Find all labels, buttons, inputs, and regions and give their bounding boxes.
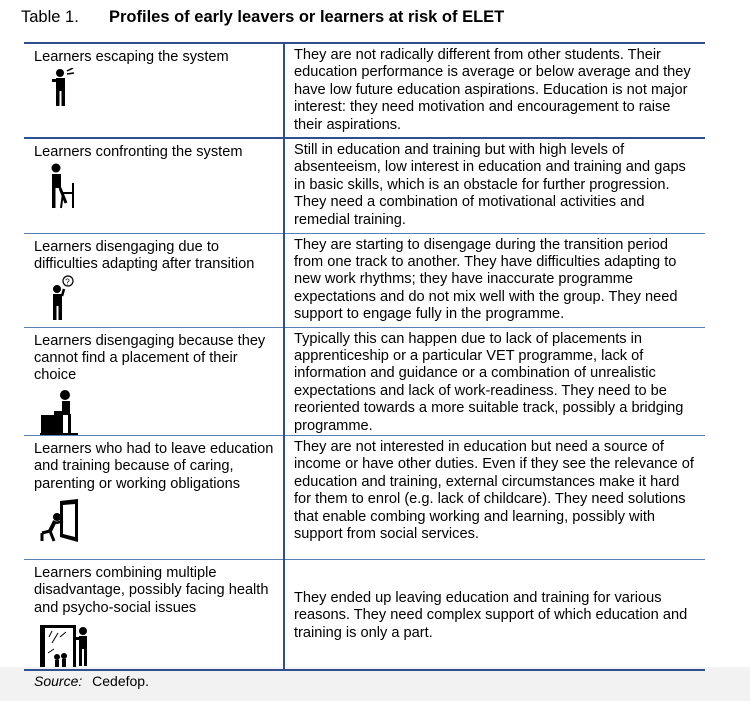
confused-figure-icon <box>48 275 78 321</box>
table-row <box>24 435 705 559</box>
profile-cell <box>24 43 284 138</box>
table-number: Table 1. <box>21 8 79 26</box>
table-row <box>24 138 705 233</box>
table-caption <box>21 8 504 27</box>
sitting-pensive-figure-icon <box>40 389 80 435</box>
svg-text:?: ? <box>65 277 70 287</box>
profile-cell <box>24 233 284 327</box>
profile-label: Learners combining multiple disadvantage, possibly facing health and psycho-social issues <box>34 564 269 616</box>
table-title: Profiles of early leavers or learners at risk of ELET <box>109 8 505 26</box>
description-cell: Typically this can happen due to lack of placements in apprenticeship or a particular VET programme, lack of information and guidance or a combination of unrealistic expectations and lack of work-readiness. They need to be reoriented towards a more suitable track, possibly a bridging programme. <box>294 330 684 434</box>
table-row <box>24 43 705 138</box>
source-note <box>34 673 149 689</box>
walking-away-figure-icon <box>50 68 78 108</box>
profile-label: Learners escaping the system <box>34 49 229 65</box>
profile-cell <box>24 559 284 670</box>
defiant-seated-figure-icon <box>46 163 76 213</box>
source-label: Source: <box>34 673 83 689</box>
description-cell: They ended up leaving education and training for various reasons. They need complex support of which education and training is only a part. <box>294 589 688 641</box>
figure-at-open-door-icon <box>40 623 92 669</box>
description-cell: They are not radically different from other students. Their education performance is average or below average and they have low future education aspirations. Education is not major interest: they need motivation and encouragement to raise their aspirations. <box>294 47 691 133</box>
table-row <box>24 327 705 435</box>
profile-label: Learners confronting the system <box>34 144 243 160</box>
profiles-table <box>24 42 705 671</box>
table-row <box>24 233 705 327</box>
profile-label: Learners disengaging due to difficulties adapting after transition <box>34 238 255 272</box>
table-row <box>24 559 705 670</box>
profile-cell <box>24 327 284 435</box>
profile-label: Learners who had to leave education and training because of caring, parenting or working obligations <box>34 440 274 492</box>
description-cell: They are not interested in education but need a source of income or have other duties. Even if they see the relevance of education and training, external circumstances make it hard for them to enrol (e.g. lack of childcare). They need solutions that enable combing working and learning, possibly with support from social services. <box>294 438 694 542</box>
figure-leaving-through-door-icon <box>38 499 80 543</box>
description-cell: Still in education and training but with high levels of absenteeism, low interest in education and training and gaps in basic skills, which is an obstacle for further progression. They need a combination of motivational activities and remedial training. <box>294 142 686 228</box>
description-cell: They are starting to disengage during the transition period from one track to another. They have difficulties adapting to new work rhythms; they have inaccurate programme expectations and do not mix well with the group. They need support to engage fully in the programme. <box>294 236 678 323</box>
profile-label: Learners disengaging because they cannot find a placement of their choice <box>34 332 266 384</box>
source-value: Cedefop. <box>92 673 149 689</box>
profile-cell <box>24 435 284 559</box>
profile-cell <box>24 138 284 233</box>
